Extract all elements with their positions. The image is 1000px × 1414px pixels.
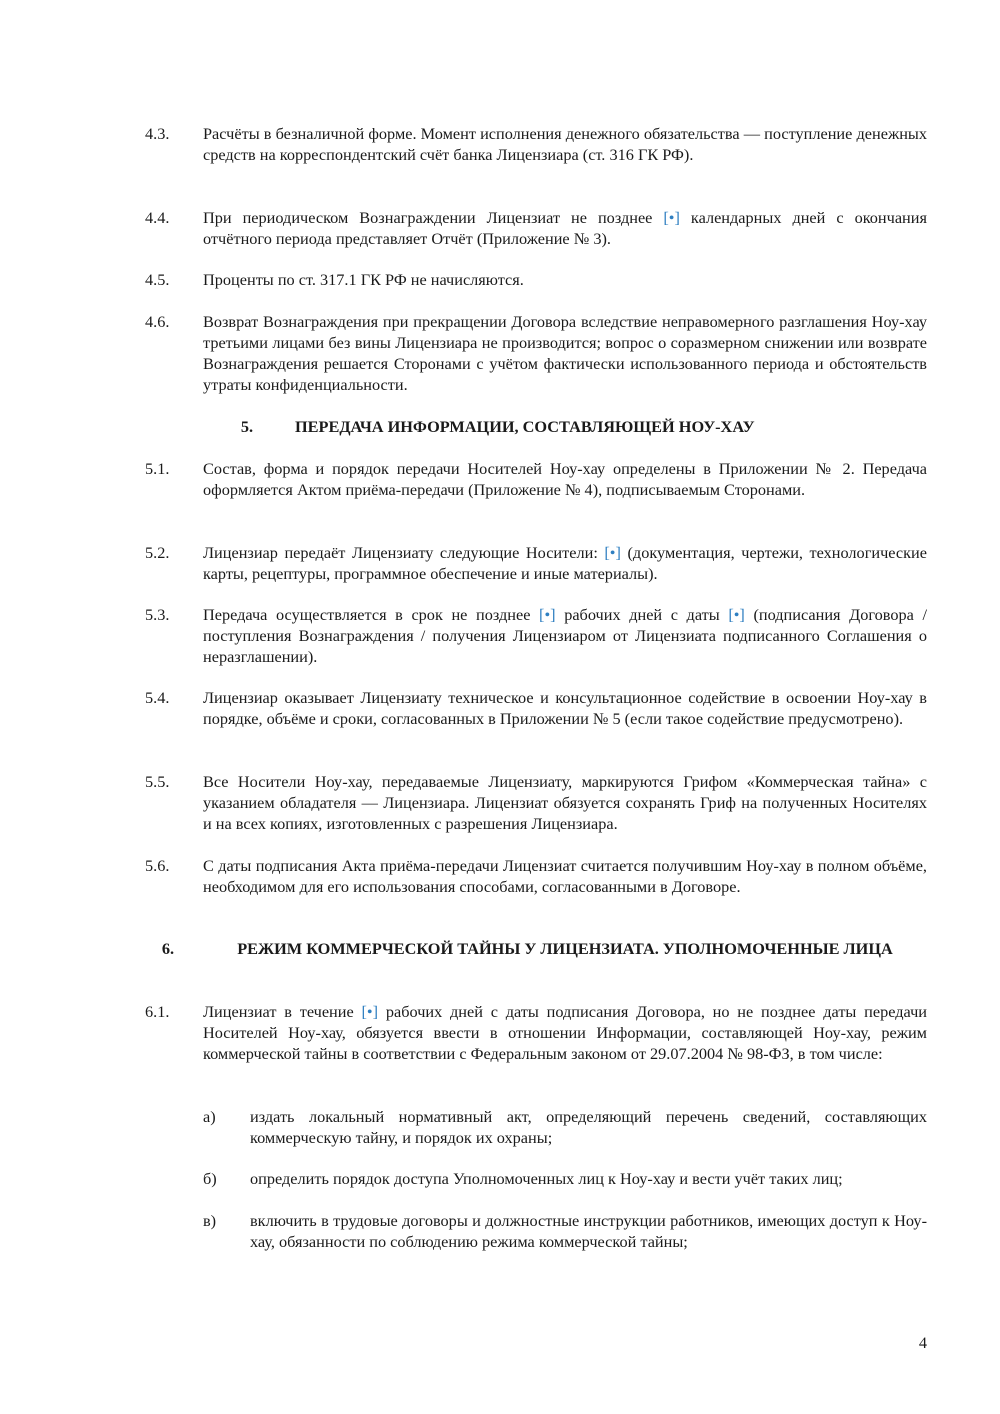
placeholder-mark: [•]: [361, 1002, 379, 1021]
clause-text: [203, 207, 927, 249]
clause-text: [203, 542, 927, 584]
clause-text: Все Носители Ноу-хау, передаваемые Лицензиату, маркируются Грифом «Коммерческая тайна» с указанием обладателя — Лицензиара. Лицензиат обязуется сохранять Гриф на полученных Носителях и на всех копиях, изготовленных с разрешения Лицензиара.: [203, 772, 927, 833]
clause-text: С даты подписания Акта приёма-передачи Лицензиат считается получившим Ноу-хау в полном объёме, необходимом для его использования способами, согласованными в Договоре.: [203, 856, 927, 896]
section-5-heading: [145, 416, 927, 437]
clause-4-6: [145, 311, 927, 395]
clause-text: Расчёты в безналичной форме. Момент исполнения денежного обязательства — поступление денежных средств на корреспондентский счёт банка Лицензиара (ст. 316 ГК РФ).: [203, 124, 927, 164]
clause-number: 4.5.: [145, 270, 170, 289]
clause-number: 5.1.: [145, 459, 170, 478]
section-title: ПЕРЕДАЧА ИНФОРМАЦИИ, СОСТАВЛЯЮЩЕЙ НОУ-ХАУ: [295, 417, 755, 436]
clause-4-5: [145, 269, 927, 290]
section-title: РЕЖИМ КОММЕРЧЕСКОЙ ТАЙНЫ У ЛИЦЕНЗИАТА. УПОЛНОМОЧЕННЫЕ ЛИЦА: [237, 939, 893, 958]
clause-number: 4.4.: [145, 208, 170, 227]
clause-text-part: рабочих дней с даты: [555, 605, 729, 624]
clause-text: [203, 1001, 927, 1064]
clause-text: Лицензиар оказывает Лицензиату техническое и консультационное содействие в освоении Ноу-хау в порядке, объёме и сроки, согласованных в Приложении № 5 (если такое содействие предусмотрено).: [203, 688, 927, 728]
clause-6-1: [145, 1001, 927, 1064]
subitem-letter: а): [203, 1107, 216, 1126]
clause-5-2: [145, 542, 927, 584]
clause-text: [203, 604, 927, 667]
clause-text-part: Лицензиат в течение: [203, 1002, 362, 1021]
clause-number: 5.6.: [145, 856, 170, 875]
clause-5-4: [145, 687, 927, 729]
clause-text-part: Лицензиар передаёт Лицензиату следующие Носители:: [203, 543, 605, 562]
clause-number: 4.3.: [145, 124, 170, 143]
clause-5-6: [145, 855, 927, 897]
clause-text-part: Передача осуществляется в срок не позднее: [203, 605, 540, 624]
clause-number: 5.5.: [145, 772, 170, 791]
subitem-letter: в): [203, 1211, 217, 1230]
clause-text-part: (подписания Договора / поступления Вознаграждения / получения Лицензиаром от Лицензиата подписанного Соглашения о неразглашении).: [203, 605, 928, 666]
clause-number: 4.6.: [145, 312, 170, 331]
clause-text: Состав, форма и порядок передачи Носителей Ноу-хау определены в Приложении № 2. Передача оформляется Актом приёма-передачи (Приложение № 4), подписываемым Сторонами.: [203, 459, 927, 499]
placeholder-mark: [•]: [663, 208, 680, 227]
placeholder-mark: [•]: [539, 605, 556, 624]
clause-5-3: [145, 604, 927, 667]
section-number: 6.: [161, 939, 175, 958]
page-number: 4: [918, 1333, 927, 1352]
clause-text-part: рабочих дней с даты подписания Договора, но не позднее даты передачи Носителей Ноу-хау, обязуется ввести в отношении Информации, составляющей Ноу-хау, режим коммерческой тайны в соответствии с Федеральным законом от 29.07.2004 № 98-ФЗ, в том числе:: [203, 1002, 927, 1063]
clause-text: Возврат Вознаграждения при прекращении Договора вследствие неправомерного разглашения Ноу-хау третьими лицами без вины Лицензиара не производится; вопрос о соразмерном снижении или возврате Вознаграждения решается Сторонами с учётом фактически использованного периода и обстоятельств утраты конфиденциальности.: [203, 312, 927, 394]
clause-number: 5.4.: [145, 688, 170, 707]
subitem-text: определить порядок доступа Уполномоченных лиц к Ноу-хау и вести учёт таких лиц;: [250, 1169, 843, 1188]
subitem-letter: б): [203, 1169, 217, 1188]
section-6-heading: [145, 938, 927, 959]
subitem-a: [203, 1106, 927, 1148]
clause-number: 6.1.: [145, 1002, 170, 1021]
clause-4-4: [145, 207, 927, 249]
clause-number: 5.3.: [145, 605, 170, 624]
subitem-b: [203, 1168, 927, 1189]
clause-4-3: [145, 123, 927, 165]
clause-text: Проценты по ст. 317.1 ГК РФ не начисляются.: [203, 270, 524, 289]
clause-5-1: [145, 458, 927, 500]
subitem-text: включить в трудовые договоры и должностные инструкции работников, имеющих доступ к Ноу-хау, обязанности по соблюдению режима коммерческой тайны;: [250, 1211, 927, 1251]
subitem-v: [203, 1210, 927, 1252]
placeholder-mark: [•]: [728, 605, 745, 624]
placeholder-mark: [•]: [604, 543, 621, 562]
subitem-text: издать локальный нормативный акт, определяющий перечень сведений, составляющих коммерческую тайну, и порядок их охраны;: [250, 1107, 927, 1147]
clause-number: 5.2.: [145, 543, 170, 562]
clause-text-part: (документация, чертежи, технологические карты, рецептуры, программное обеспечение и иные материалы).: [203, 543, 927, 583]
section-number: 5.: [240, 417, 254, 436]
clause-text-part: При периодическом Вознаграждении Лицензиат не позднее: [203, 208, 664, 227]
clause-text-part: календарных дней с окончания отчётного периода представляет Отчёт (Приложение № 3).: [203, 208, 927, 248]
clause-5-5: [145, 771, 927, 834]
